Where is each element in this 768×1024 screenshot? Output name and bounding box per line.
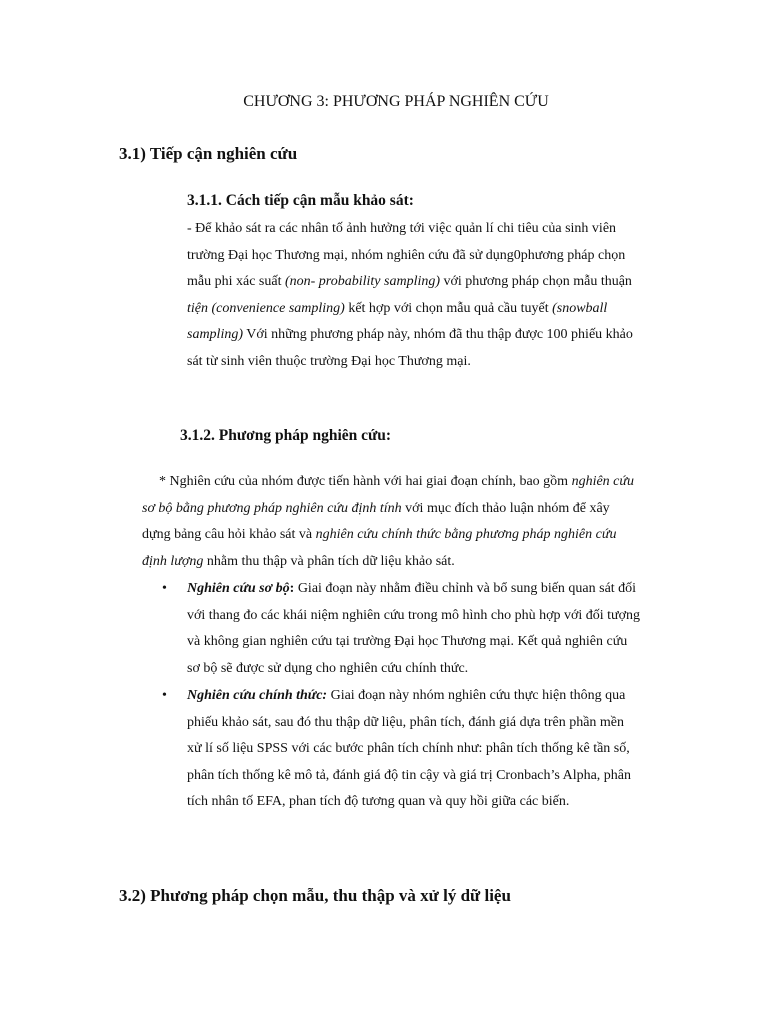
text-run: và không gian nghiên cứu tại trường Đại học Thương mại. Kết quả nghiên cứu [187, 634, 628, 649]
paragraph-line [187, 683, 631, 710]
subsection-heading-3-1-1: 3.1.1. Cách tiếp cận mẫu khảo sát: [187, 192, 414, 209]
italic-term: (snowball [552, 300, 608, 316]
text-run: * Nghiên cứu của nhóm được tiến hành với hai giai đoạn chính, bao gồm [159, 474, 572, 489]
bullet-icon: • [162, 581, 167, 596]
text-run: xử lí số liệu SPSS với các bước phân tích chính như: phân tích thống kê tần số, [187, 741, 630, 756]
research-method-intro-paragraph [142, 469, 634, 575]
bullet-label-colon: : [289, 581, 295, 596]
paragraph-line [187, 269, 633, 296]
italic-term: (non- probability sampling) [284, 274, 441, 289]
text-run: với thang đo các khái niệm nghiên cứu trong mô hình cho phù hợp với đối tượng [187, 607, 641, 623]
paragraph-line [142, 496, 634, 523]
bullet-label: Nghiên cứu sơ bộ [187, 581, 290, 596]
italic-term: nghiên cứu chính thức bằng phương pháp nghiên cứu [315, 527, 617, 542]
paragraph-line [142, 522, 634, 549]
text-run: nhằm thu thập và phân tích dữ liệu khảo sát. [203, 553, 455, 569]
text-run: dựng bảng câu hỏi khảo sát và [142, 527, 316, 542]
paragraph-line [187, 603, 640, 630]
paragraph-line [187, 296, 633, 323]
text-run: mẫu phi xác suất [187, 274, 285, 289]
paragraph-line [187, 736, 631, 763]
italic-term: sampling) [187, 327, 243, 342]
paragraph-line [187, 789, 631, 816]
text-run: với mục đích thảo luận nhóm để xây [401, 500, 610, 516]
text-run: Giai đoạn này nhằm điều chỉnh và bổ sung biến quan sát đối [294, 581, 637, 596]
paragraph-line [142, 549, 634, 576]
paragraph-line [187, 349, 633, 376]
paragraph-line [187, 763, 631, 790]
italic-term: tiện (convenience sampling) [187, 300, 345, 316]
subsection-heading-3-1-2: 3.1.2. Phương pháp nghiên cứu: [180, 427, 392, 444]
paragraph-line [187, 576, 640, 603]
text-run: sơ bộ sẽ được sử dụng cho nghiên cứu chính thức. [187, 660, 469, 676]
text-run: kết hợp với chọn mẫu quả cầu tuyết [344, 300, 553, 316]
bullet-item-formal-research [162, 683, 631, 816]
bullet-icon: • [162, 688, 167, 703]
paragraph-line [187, 656, 640, 683]
text-run: phiếu khảo sát, sau đó thu thập dữ liệu, phân tích, đánh giá dựa trên phần mền [187, 714, 625, 730]
paragraph-line [142, 469, 634, 496]
paragraph-line [187, 243, 633, 270]
italic-term: nghiên cứu [571, 474, 635, 489]
text-run: trường Đại học Thương mại, nhóm nghiên cứu đã sử dụng0phương pháp chọn [187, 247, 626, 263]
paragraph-line [187, 216, 633, 243]
section-heading-3-2: 3.2) Phương pháp chọn mẫu, thu thập và xử lý dữ liệu [119, 886, 511, 905]
text-run: - Để khảo sát ra các nhân tố ảnh hưởng tới việc quản lí chi tiêu của sinh viên [187, 221, 617, 236]
italic-term: định lượng [142, 553, 204, 569]
paragraph-line [187, 710, 631, 737]
bullet-label: Nghiên cứu chính thức: [187, 688, 328, 703]
bullet-item-preliminary-research [162, 576, 640, 682]
section-heading-3-1: 3.1) Tiếp cận nghiên cứu [119, 144, 298, 163]
text-run: với phương pháp chọn mẫu thuận [440, 274, 632, 289]
chapter-title: CHƯƠNG 3: PHƯƠNG PHÁP NGHIÊN CỨU [243, 93, 549, 110]
paragraph-line [187, 629, 640, 656]
text-run: tích nhân tố EFA, phan tích độ tương quan và quy hồi giữa các biến. [187, 794, 570, 809]
text-run: Giai đoạn này nhóm nghiên cứu thực hiện thông qua [327, 688, 626, 703]
paragraph-line [187, 322, 633, 349]
italic-term: sơ bộ bằng phương pháp nghiên cứu định tính [142, 500, 402, 516]
text-run: phân tích thống kê mô tả, đánh giá độ tin cậy và giá trị Cronbach’s Alpha, phân [187, 767, 632, 783]
text-run: Với những phương pháp này, nhóm đã thu thập được 100 phiếu khảo [243, 327, 633, 342]
sampling-approach-paragraph [187, 216, 633, 375]
text-run: sát từ sinh viên thuộc trường Đại học Thương mại. [187, 353, 471, 369]
